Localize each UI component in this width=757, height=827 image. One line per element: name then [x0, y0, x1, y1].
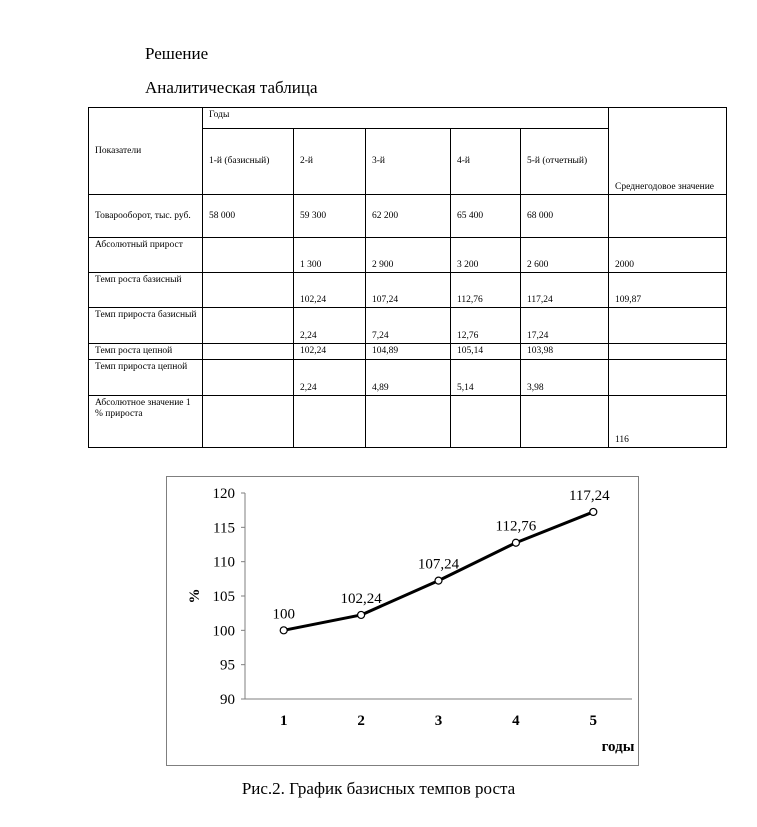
table-cell: 117,24: [521, 273, 609, 308]
growth-chart: [166, 476, 639, 766]
y-tick-label: 95: [220, 657, 235, 674]
table-cell: 5,14: [451, 360, 521, 396]
average-cell: 116: [609, 396, 727, 448]
table-cell: 3 200: [451, 238, 521, 273]
table-row: [89, 396, 727, 448]
x-axis-label: годы: [601, 739, 635, 755]
table-row: [89, 195, 727, 238]
table-cell: [203, 396, 294, 448]
table-cell: 2 600: [521, 238, 609, 273]
table-cell: 102,24: [294, 273, 366, 308]
y-axis-label: %: [187, 588, 203, 604]
data-point: [590, 508, 597, 515]
data-point: [280, 627, 287, 634]
table-cell: 12,76: [451, 308, 521, 344]
table-cell: 17,24: [521, 308, 609, 344]
table-row: [89, 308, 727, 344]
row-label: Темп роста базисный: [89, 273, 203, 308]
chart-plot: [167, 477, 638, 765]
table-cell: 58 000: [203, 195, 294, 238]
table-cell: 4,89: [366, 360, 451, 396]
row-label: Абсолютный прирост: [89, 238, 203, 273]
solution-heading: Решение: [145, 44, 209, 63]
x-tick-label: 4: [512, 713, 520, 729]
table-cell: [203, 308, 294, 344]
average-cell: [609, 308, 727, 344]
table-row: [89, 238, 727, 273]
table-row: [89, 344, 727, 360]
year-column-header: 2-й: [294, 129, 366, 195]
data-label: 102,24: [340, 590, 382, 607]
table-cell: 105,14: [451, 344, 521, 360]
table-cell: 68 000: [521, 195, 609, 238]
table-cell: [521, 396, 609, 448]
table-cell: 1 300: [294, 238, 366, 273]
table-title: Аналитическая таблица: [145, 78, 318, 97]
table-cell: [203, 360, 294, 396]
table-cell: 65 400: [451, 195, 521, 238]
table-cell: [294, 396, 366, 448]
table-cell: 2,24: [294, 360, 366, 396]
row-label: Темп роста цепной: [89, 344, 203, 360]
years-header: Годы: [203, 108, 609, 129]
table-cell: 59 300: [294, 195, 366, 238]
x-tick-label: 3: [434, 713, 443, 729]
figure-caption: Рис.2. График базисных темпов роста: [241, 779, 516, 798]
table-cell: 103,98: [521, 344, 609, 360]
table-cell: 107,24: [366, 273, 451, 308]
year-column-header: 4-й: [451, 129, 521, 195]
table-cell: 62 200: [366, 195, 451, 238]
table-cell: 3,98: [521, 360, 609, 396]
y-tick-label: 120: [212, 486, 235, 502]
table-cell: 7,24: [366, 308, 451, 344]
table-cell: 112,76: [451, 273, 521, 308]
year-column-header: 1-й (базисный): [203, 129, 294, 195]
table-cell: 2,24: [294, 308, 366, 344]
year-column-header: 3-й: [366, 129, 451, 195]
row-label: Абсолютное значение 1 % прироста: [89, 396, 203, 448]
table-cell: 2 900: [366, 238, 451, 273]
data-point: [435, 577, 442, 584]
table-cell: 104,89: [366, 344, 451, 360]
x-tick-label: 2: [357, 713, 365, 729]
average-cell: [609, 195, 727, 238]
table-row: [89, 360, 727, 396]
table-cell: [366, 396, 451, 448]
indicators-header: Показатели: [89, 108, 203, 195]
x-tick-label: 5: [589, 713, 598, 729]
data-label: 100: [272, 606, 295, 623]
average-cell: 2000: [609, 238, 727, 273]
data-point: [358, 611, 365, 618]
table-row: [89, 273, 727, 308]
y-tick-label: 100: [212, 623, 235, 640]
data-point: [512, 539, 519, 546]
y-tick-label: 105: [212, 589, 235, 605]
y-tick-label: 110: [213, 554, 235, 571]
y-tick-label: 115: [213, 520, 235, 537]
table-header-row: [89, 108, 727, 129]
row-label: Темп прироста базисный: [89, 308, 203, 344]
table-cell: [203, 238, 294, 273]
x-tick-label: 1: [279, 713, 288, 729]
table-cell: 102,24: [294, 344, 366, 360]
average-cell: [609, 360, 727, 396]
data-label: 117,24: [568, 487, 610, 504]
average-header: Среднегодовое значение: [609, 108, 727, 195]
table-cell: [203, 344, 294, 360]
row-label: Товарооборот, тыс. руб.: [89, 195, 203, 238]
table-cell: [451, 396, 521, 448]
row-label: Темп прироста цепной: [89, 360, 203, 396]
y-tick-label: 90: [220, 692, 235, 708]
average-cell: 109,87: [609, 273, 727, 308]
average-cell: [609, 344, 727, 360]
table-cell: [203, 273, 294, 308]
year-column-header: 5-й (отчетный): [521, 129, 609, 195]
analytic-table: [88, 107, 727, 448]
data-label: 112,76: [495, 518, 537, 535]
data-label: 107,24: [417, 556, 460, 573]
